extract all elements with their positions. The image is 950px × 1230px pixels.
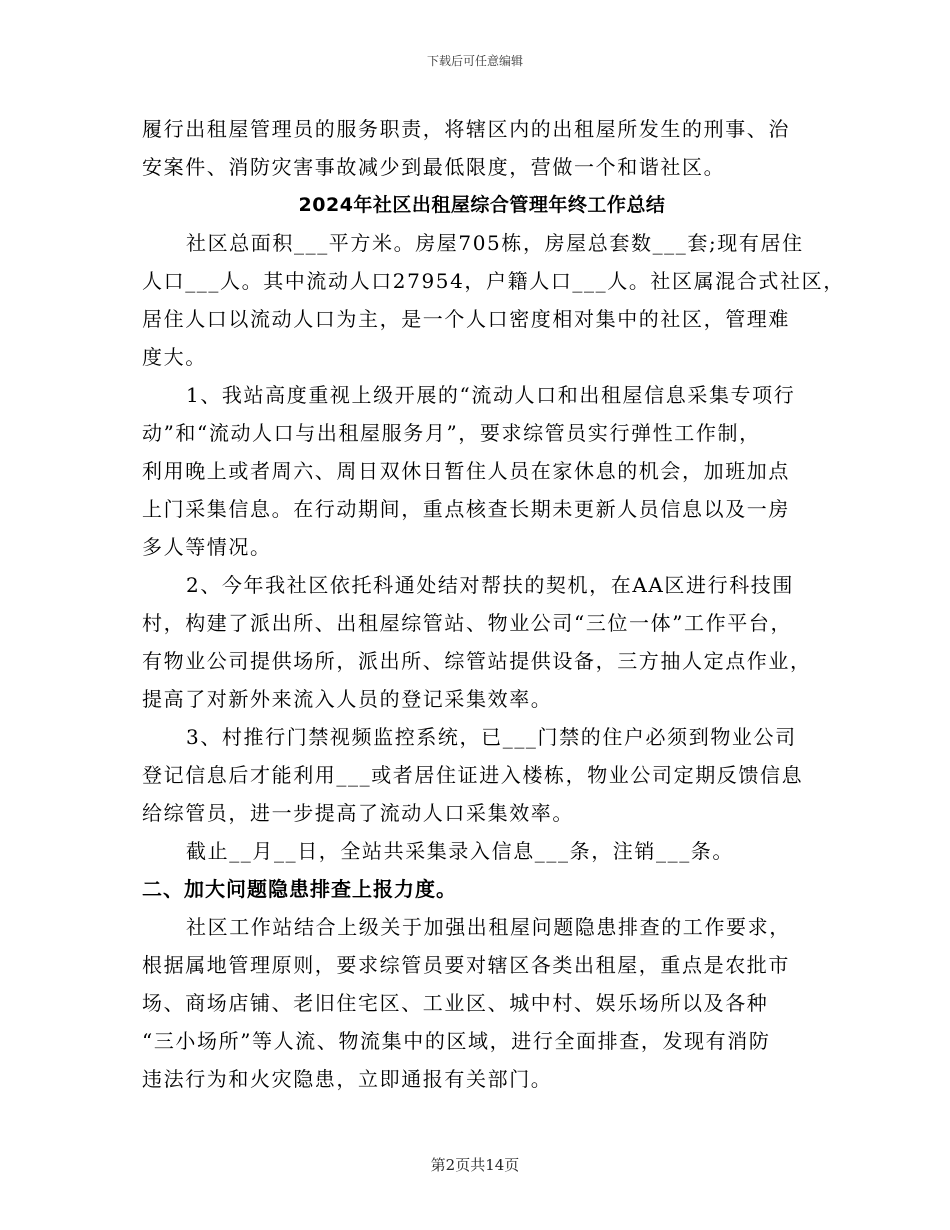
text-line: 3、村推行门禁视频监控系统，已___门禁的住户必须到物业公司: [186, 725, 797, 749]
text-line: 提高了对新外来流入人员的登记采集效率。: [142, 687, 553, 711]
text-line: 居住人口以流动人口为主，是一个人口密度相对集中的社区，管理难: [142, 307, 790, 331]
text-line: 安案件、消防灾害事故减少到最低限度，营做一个和谐社区。: [142, 155, 726, 179]
text-line: 度大。: [142, 345, 207, 369]
text-line: 社区工作站结合上级关于加强出租屋问题隐患排查的工作要求，: [186, 915, 791, 939]
text-line: 村，构建了派出所、出租屋综管站、物业公司“三位一体”工作平台，: [142, 611, 793, 635]
text-line: 违法行为和火灾隐患，立即通报有关部门。: [142, 1067, 553, 1091]
page-number-footer: 第2页共14页: [430, 1156, 520, 1174]
text-line: 截止__月__日，全站共采集录入信息___条，注销___条。: [186, 839, 734, 863]
text-line: 利用晚上或者周六、周日双休日暂住人员在家休息的机会，加班加点: [142, 459, 790, 483]
text-line: 有物业公司提供场所，派出所、综管站提供设备，三方抽人定点作业，: [142, 649, 812, 673]
text-line: 上门采集信息。在行动期间，重点核查长期未更新人员信息以及一房: [142, 497, 790, 521]
text-line: 登记信息后才能利用___或者居住证进入楼栋，物业公司定期反馈信息: [142, 763, 804, 787]
text-line: 2、今年我社区依托科通处结对帮扶的契机，在AA区进行科技围: [186, 573, 795, 597]
text-line: “三小场所”等人流、物流集中的区域，进行全面排查，发现有消防: [142, 1029, 771, 1053]
text-line: 社区总面积___平方米。房屋705栋，房屋总套数___套;现有居住: [186, 231, 804, 255]
text-line: 多人等情况。: [142, 535, 272, 559]
section-heading: 二、加大问题隐患排查上报力度。: [142, 877, 457, 901]
page-header-note: 下载后可任意编辑: [426, 54, 523, 68]
text-line: 给综管员，进一步提高了流动人口采集效率。: [142, 801, 574, 825]
text-line: 1、我站高度重视上级开展的“流动人口和出租屋信息采集专项行: [186, 383, 796, 407]
text-line: 人口___人。其中流动人口27954，户籍人口___人。社区属混合式社区，: [142, 269, 845, 293]
text-line: 根据属地管理原则，要求综管员要对辖区各类出租屋，重点是农批市: [142, 953, 790, 977]
text-line: 履行出租屋管理员的服务职责，将辖区内的出租屋所发生的刑事、治: [142, 117, 790, 141]
text-line: 场、商场店铺、老旧住宅区、工业区、城中村、娱乐场所以及各种: [142, 991, 769, 1015]
document-body: [142, 110, 845, 1098]
document-title: 2024年社区出租屋综合管理年终工作总结: [298, 194, 666, 216]
text-line: 动”和“流动人口与出租屋服务月”，要求综管员实行弹性工作制，: [142, 421, 761, 445]
